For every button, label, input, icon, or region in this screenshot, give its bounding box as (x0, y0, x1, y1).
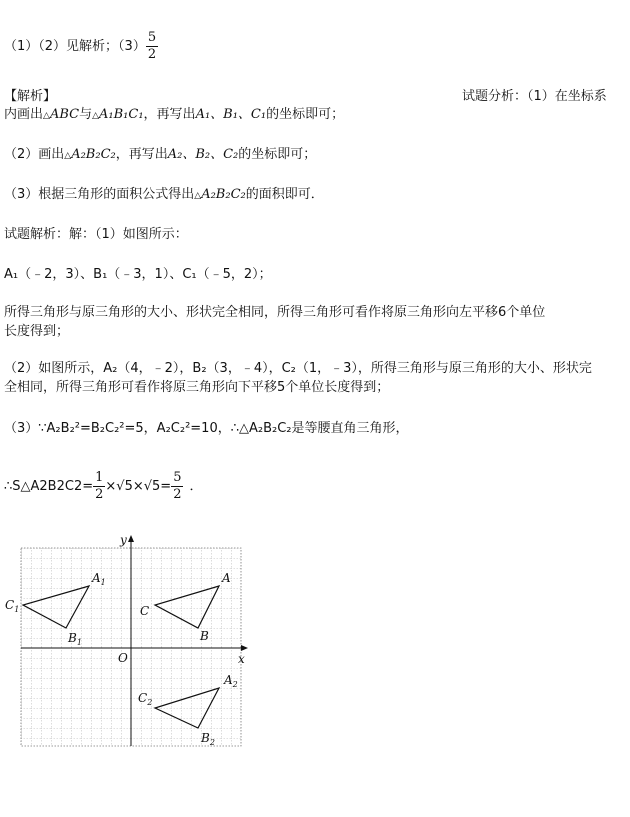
analysis-line-3: （3）根据三角形的面积公式得出△A₂B₂C₂的面积即可． (4, 187, 324, 202)
label-b1: $B_1$ (68, 631, 82, 647)
label-c1: $C_1$ (5, 598, 20, 614)
solution-para-1b: 长度得到； (4, 324, 70, 339)
coordinate-graph (0, 530, 260, 750)
y-axis-label: y (120, 533, 127, 547)
origin-label: O (118, 651, 128, 665)
answer-line (4, 30, 158, 63)
solution-area-formula: ∴S△A2B2C2= $\frac{1}{2}$ ×√5×√5= $\frac{5}{2}$ ． (4, 470, 203, 502)
solution-para-2b: 全相同，所得三角形可看作将原三角形向下平移5个单位长度得到； (4, 380, 390, 395)
y-axis-arrow (128, 535, 134, 542)
x-axis-arrow (241, 645, 248, 651)
label-a: A (222, 571, 231, 585)
solution-coords-1: A₁（﹣2，3）、B₁（﹣3，1）、C₁（﹣5，2）； (4, 267, 272, 282)
label-a2: $A_2$ (224, 673, 238, 689)
solution-para-3: （3）∵A₂B₂²=B₂C₂²=5，A₂C₂²=10，∴△A₂B₂C₂是等腰直角三角形， (4, 421, 409, 436)
solution-para-1: 所得三角形与原三角形的大小、形状完全相同，所得三角形可看作将原三角形向左平移6个单位 (4, 305, 546, 320)
answer-fraction: $\frac{5}{2}$ (147, 30, 157, 62)
analysis-heading: 【解析】 (4, 89, 57, 104)
analysis-line-1: 内画出△ABC与△A₁B₁C₁，再写出A₁、B₁、C₁的坐标即可； (4, 107, 345, 122)
analysis-line-2: （2）画出△A₂B₂C₂，再写出A₂、B₂、C₂的坐标即可； (4, 147, 317, 162)
solution-para-2a: （2）如图所示，A₂（4，﹣2），B₂（3，﹣4），C₂（1，﹣3），所得三角形与原三角形的大小、形状完 (4, 361, 592, 376)
label-c: C (140, 604, 150, 618)
analysis-right-label: 试题分析：（1）在坐标系 (462, 89, 607, 104)
label-b: B (200, 629, 209, 643)
label-a1: $A_1$ (92, 571, 106, 587)
label-b2: $B_2$ (201, 731, 215, 747)
x-axis-label: x (238, 652, 245, 666)
answer-prefix: （1）（2）见解析；（3） (4, 39, 146, 54)
solution-intro: 试题解析：解：（1）如图所示： (4, 227, 188, 242)
label-c2: $C_2$ (138, 691, 153, 707)
